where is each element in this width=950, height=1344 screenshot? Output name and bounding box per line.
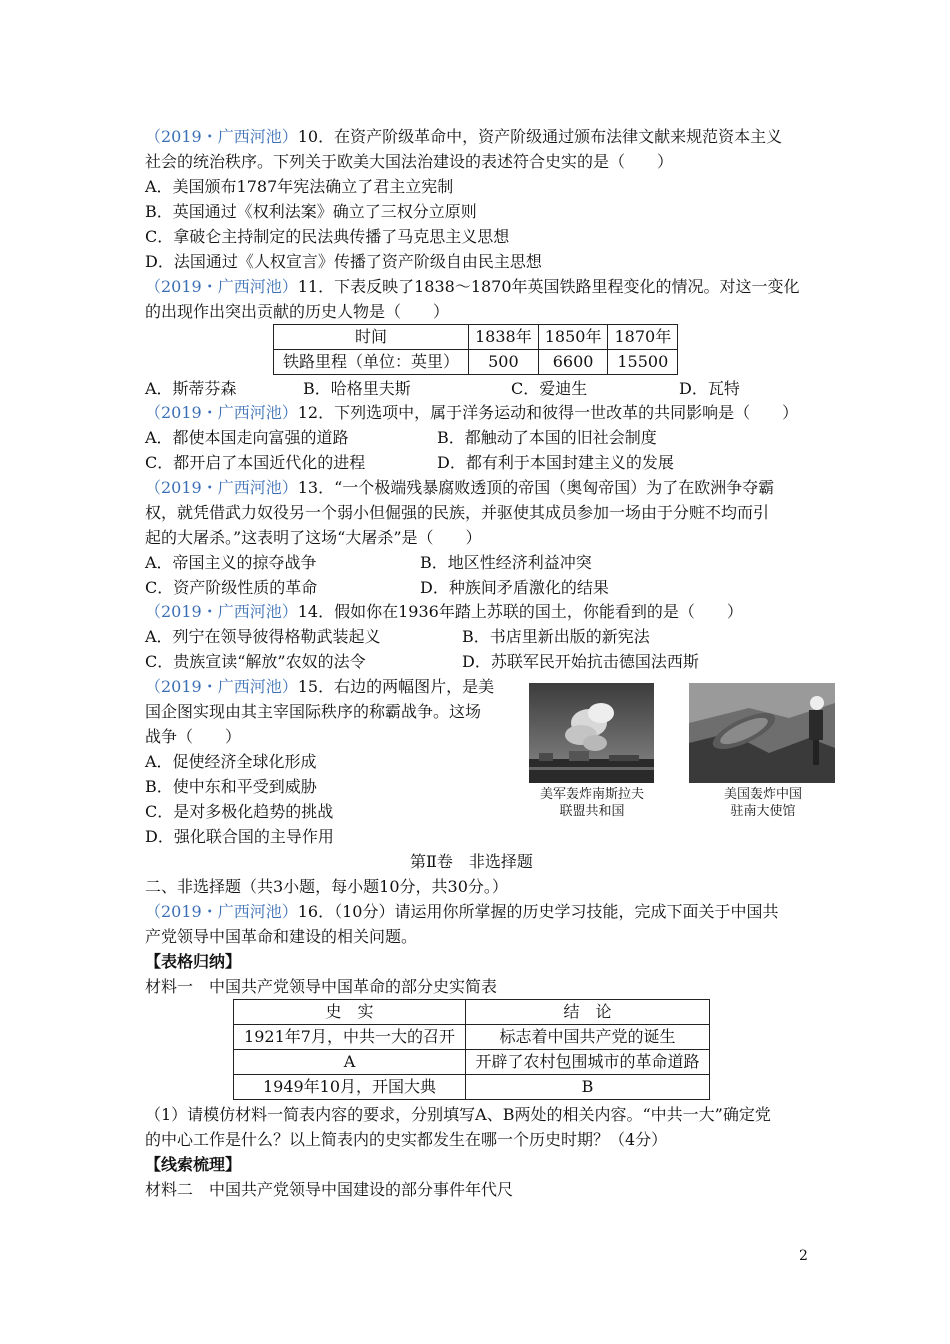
q10-option-a: A．美国颁布1787年宪法确立了君主立宪制	[145, 177, 454, 196]
q15-source: （2019・广西河池）	[145, 677, 298, 696]
q16-source: （2019・广西河池）	[145, 902, 298, 921]
q14-option-a: A．列宁在领导彼得格勒武装起义	[145, 627, 381, 646]
q11-option-d: D．瓦特	[679, 379, 740, 398]
q15-stem1: 15．右边的两幅图片，是美	[297, 677, 495, 696]
table-cell: 时间	[274, 325, 469, 350]
q16-stem1: 16．（10分）请运用你所掌握的历史学习技能，完成下面关于中国共	[297, 902, 779, 921]
table-cell: 1949年10月，开国大典	[234, 1075, 466, 1100]
q13-stem3: 起的大屠杀。”这表明了这场“大屠杀”是（ ）	[145, 528, 482, 547]
q16-sub1-line2: 的中心工作是什么？以上简表内的史实都发生在哪一个历史时期？（4分）	[145, 1130, 668, 1149]
q14-source: （2019・广西河池）	[145, 602, 298, 621]
caption-yugoslavia-line1: 美军轰炸南斯拉夫	[539, 787, 644, 802]
q13-line1	[145, 475, 774, 500]
q10-option-b: B．英国通过《权利法案》确立了三权分立原则	[145, 202, 477, 221]
q16-material1: 材料一 中国共产党领导中国革命的部分史实简表	[145, 977, 498, 996]
section-header: 二、非选择题（共3小题，每小题10分，共30分。）	[145, 877, 508, 896]
q15-line1	[145, 674, 494, 699]
q14-stem1: 14．假如你在1936年踏上苏联的国土，你能看到的是（ ）	[297, 602, 743, 621]
q11-option-a: A．斯蒂芬森	[145, 379, 237, 398]
table-cell: A	[234, 1050, 466, 1075]
q12-source: （2019・广西河池）	[145, 403, 298, 422]
q13-option-b: B．地区性经济利益冲突	[420, 553, 592, 572]
table-cell: 结 论	[466, 1000, 710, 1025]
table-cell: 15500	[608, 350, 678, 375]
q10-option-c: C．拿破仑主持制定的民法典传播了马克思主义思想	[145, 227, 510, 246]
q16-material2: 材料二 中国共产党领导中国建设的部分事件年代尺	[145, 1180, 514, 1199]
table-row	[274, 325, 678, 350]
q14-line1	[145, 599, 743, 624]
caption-embassy-line1: 美国轰炸中国	[723, 787, 802, 802]
table-row	[234, 1075, 710, 1100]
q11-stem2: 的出现作出突出贡献的历史人物是（ ）	[145, 302, 450, 321]
q11-stem1: 11．下表反映了1838～1870年英国铁路里程变化的情况。对这一变化	[297, 277, 800, 296]
bombing-yugoslavia-image	[529, 683, 654, 783]
q16-stem2: 产党领导中国革命和建设的相关问题。	[145, 927, 418, 946]
q11-option-b: B．哈格里夫斯	[303, 379, 411, 398]
q11-option-c: C．爱迪生	[511, 379, 588, 398]
q13-source: （2019・广西河池）	[145, 478, 298, 497]
caption-embassy-line2: 驻南大使馆	[730, 804, 796, 819]
q16-line1	[145, 899, 778, 924]
table-row	[234, 1050, 710, 1075]
section-title: 第Ⅱ卷 非选择题	[410, 852, 533, 871]
history-facts-table	[233, 999, 710, 1100]
table-cell: 500	[469, 350, 539, 375]
caption-embassy	[690, 786, 836, 820]
q15-option-a: A．促使经济全球化形成	[145, 752, 317, 771]
table-cell: 标志着中国共产党的诞生	[466, 1025, 710, 1050]
q10-option-d: D．法国通过《人权宣言》传播了资产阶级自由民主思想	[145, 252, 542, 271]
table-row	[234, 1025, 710, 1050]
q10-stem2: 社会的统治秩序。下列关于欧美大国法治建设的表述符合史实的是（ ）	[145, 152, 674, 171]
q12-option-a: A．都使本国走向富强的道路	[145, 428, 349, 447]
q11-source: （2019・广西河池）	[145, 277, 298, 296]
caption-yugoslavia	[522, 786, 662, 820]
table-cell: 史 实	[234, 1000, 466, 1025]
table-cell: 1921年7月，中共一大的召开	[234, 1025, 466, 1050]
table-cell: 1838年	[469, 325, 539, 350]
embassy-bombing-image	[689, 683, 835, 783]
q12-option-c: C．都开启了本国近代化的进程	[145, 453, 366, 472]
q11-line1	[145, 274, 800, 299]
q16-sub1-line1: （1）请模仿材料一简表内容的要求，分别填写A、B两处的相关内容。“中共一大”确定党	[145, 1105, 771, 1124]
bombing-yugoslavia-photo	[529, 683, 654, 783]
q12-stem1: 12．下列选项中，属于洋务运动和彼得一世改革的共同影响是（ ）	[297, 403, 799, 422]
railway-table	[273, 324, 678, 375]
q15-option-c: C．是对多极化趋势的挑战	[145, 802, 334, 821]
q15-option-b: B．使中东和平受到威胁	[145, 777, 317, 796]
table-cell: 铁路里程（单位：英里）	[274, 350, 469, 375]
q12-option-b: B．都触动了本国的旧社会制度	[437, 428, 657, 447]
q14-option-d: D．苏联军民开始抗击德国法西斯	[462, 652, 699, 671]
q10-source: （2019・广西河池）	[145, 127, 298, 146]
embassy-bombing-photo	[689, 683, 835, 783]
table-cell: 开辟了农村包围城市的革命道路	[466, 1050, 710, 1075]
table-row	[274, 350, 678, 375]
q15-stem3: 战争（ ）	[145, 727, 242, 746]
q13-stem1: 13．“一个极端残暴腐败透顶的帝国（奥匈帝国）为了在欧洲争夺霸	[297, 478, 775, 497]
table-cell: 1850年	[538, 325, 608, 350]
q15-stem2: 国企图实现由其主宰国际秩序的称霸战争。这场	[145, 702, 482, 721]
q10-stem1: 10．在资产阶级革命中，资产阶级通过颁布法律文献来规范资本主义	[297, 127, 783, 146]
caption-yugoslavia-line2: 联盟共和国	[559, 804, 625, 819]
q10-line1	[145, 124, 782, 149]
q13-option-d: D．种族间矛盾激化的结果	[420, 578, 609, 597]
q14-option-c: C．贵族宣读“解放”农奴的法令	[145, 652, 366, 671]
table-cell: 6600	[538, 350, 608, 375]
table-row	[234, 1000, 710, 1025]
q16-tag-table-summary: 【表格归纳】	[145, 952, 242, 971]
q13-stem2: 权，就凭借武力奴役另一个弱小但倔强的民族，并驱使其成员参加一场由于分赃不均而引	[145, 503, 770, 522]
table-cell: 1870年	[608, 325, 678, 350]
q13-option-c: C．资产阶级性质的革命	[145, 578, 318, 597]
q16-tag-clue: 【线索梳理】	[145, 1155, 242, 1174]
q12-line1	[145, 400, 798, 425]
q12-option-d: D．都有利于本国封建主义的发展	[437, 453, 674, 472]
table-cell: B	[466, 1075, 710, 1100]
q15-option-d: D．强化联合国的主导作用	[145, 827, 334, 846]
page-number: 2	[799, 1248, 808, 1264]
q13-option-a: A．帝国主义的掠夺战争	[145, 553, 317, 572]
q14-option-b: B．书店里新出版的新宪法	[462, 627, 650, 646]
